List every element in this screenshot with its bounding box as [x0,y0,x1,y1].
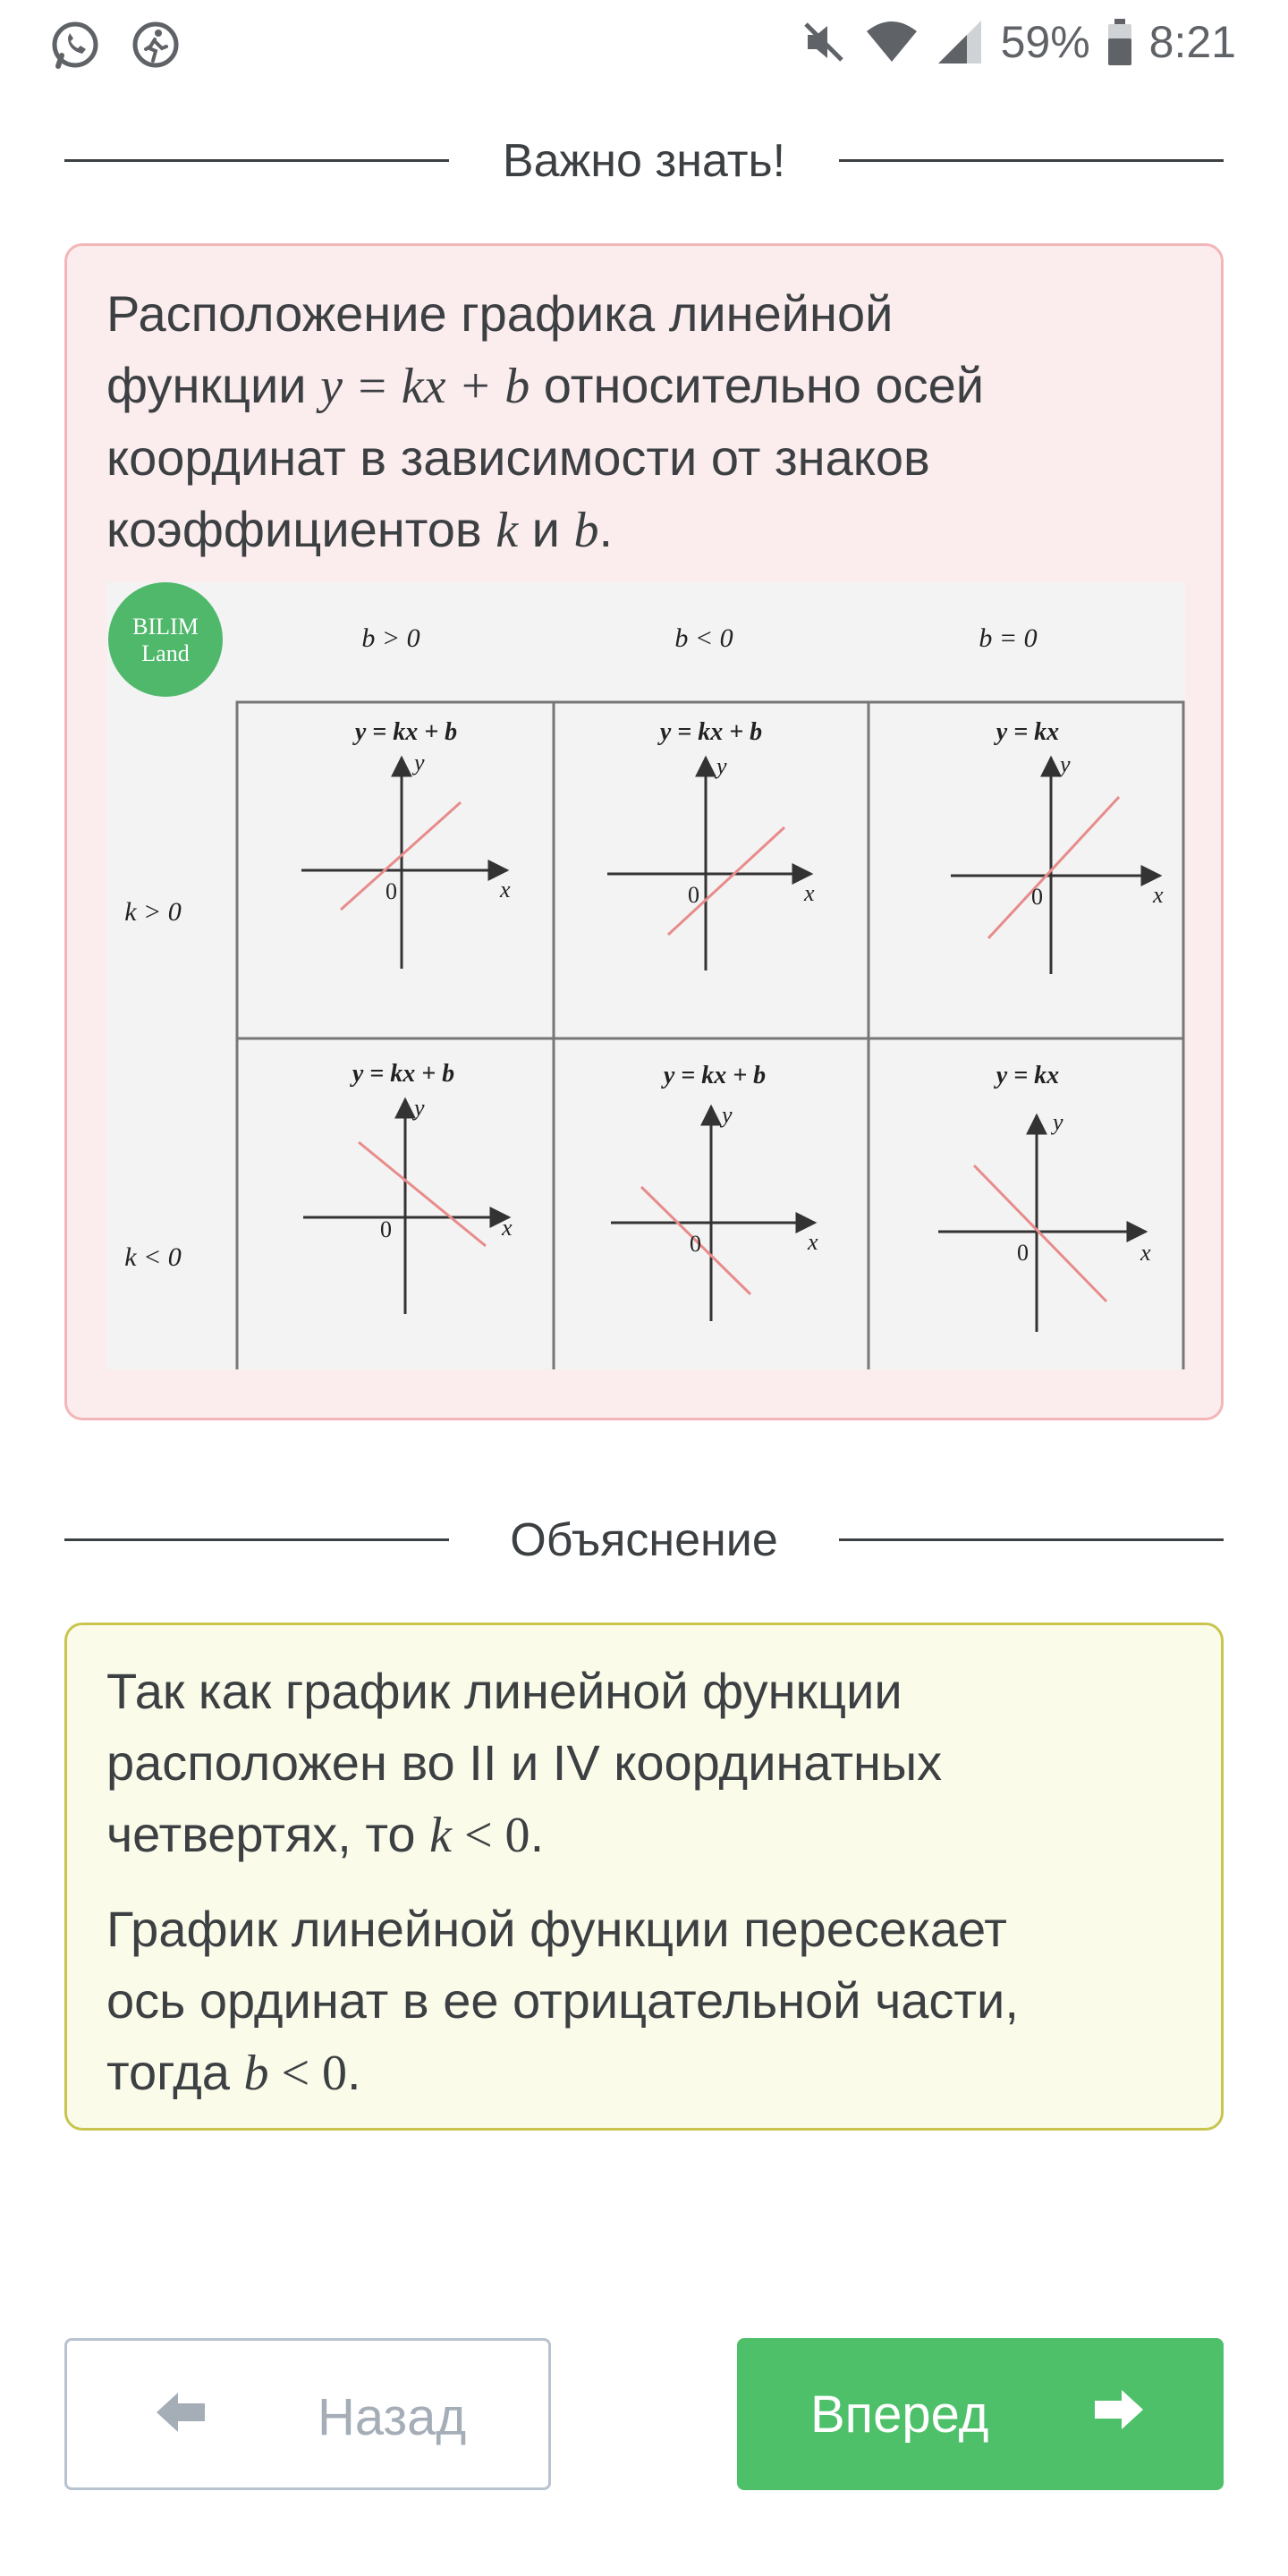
important-line-4: коэффициентов k и b. [106,501,614,558]
whatsapp-icon [50,20,100,70]
formula: y = kx + b [320,359,530,414]
important-text [106,278,1182,566]
svg-text:y: y [414,750,425,775]
svg-text:y = kx + b: y = kx + b [354,718,458,746]
svg-text:x: x [1140,1240,1151,1266]
back-label: Назад [318,2388,467,2446]
svg-text:x: x [804,880,815,906]
svg-text:y: y [722,1102,733,1128]
svg-text:x: x [1153,882,1164,908]
svg-text:y: y [716,753,727,779]
logo-text-2: Land [141,640,190,666]
col-header: b > 0 [361,623,420,653]
row-header: k > 0 [124,897,182,927]
svg-text:y: y [1060,751,1071,777]
col-header: b < 0 [674,623,733,653]
linear-function-table-figure [106,582,1185,1369]
svg-text:y = kx: y = kx [996,1062,1060,1089]
graph-cell [303,1060,513,1314]
svg-text:y: y [1053,1109,1063,1135]
svg-text:y = kx + b: y = kx + b [659,718,763,746]
graph-cell [301,718,511,969]
clock: 8:21 [1148,17,1236,67]
graph-cell [611,1062,818,1321]
svg-text:y = kx + b: y = kx + b [352,1060,455,1088]
svg-text:0: 0 [688,882,699,908]
figure-svg [106,582,1185,1369]
svg-text:y = kx: y = kx [996,718,1060,746]
arrow-right-icon [1091,2383,1148,2449]
signal-icon [935,17,985,67]
graph-cell [938,1062,1151,1332]
battery-icon [1106,17,1133,67]
bilim-land-logo [108,582,223,697]
svg-text:0: 0 [1031,884,1043,910]
explanation-box [64,1623,1224,2131]
mute-icon [799,17,849,67]
important-divider [64,123,1224,195]
arrow-left-icon [151,2385,208,2452]
graph-cell [951,718,1164,974]
svg-text:y: y [414,1095,425,1121]
wifi-icon [865,17,919,67]
status-bar [0,0,1288,86]
important-heading: Важно знать! [502,135,786,187]
important-line-1: Расположение графика линейной [106,285,894,342]
svg-text:x: x [502,1215,513,1241]
svg-text:0: 0 [690,1231,701,1257]
svg-text:0: 0 [380,1216,392,1242]
explanation-divider [64,1503,1224,1574]
important-line-3: координат в зависимости от знаков [106,429,930,486]
explanation-heading: Объяснение [510,1514,778,1566]
activity-icon [131,20,181,70]
svg-text:0: 0 [386,878,397,904]
battery-percent: 59% [1000,17,1090,67]
svg-text:y = kx + b: y = kx + b [663,1062,767,1089]
next-button[interactable] [737,2338,1224,2490]
next-label: Вперед [810,2385,989,2444]
back-button[interactable] [64,2338,551,2490]
important-line-2: функции y = kx + b относительно осей [106,357,985,414]
logo-text-1: BILIM [132,614,199,640]
explanation-paragraph-1: Так как график линейной функции расположен во II и IV координатных четвертях, то k < 0. [106,1663,943,1863]
svg-text:x: x [808,1229,818,1255]
explanation-paragraph-2: График линейной функции пересекает ось ординат в ее отрицательной части, тогда b < 0. [106,1901,1019,2101]
graph-cell [607,718,815,970]
col-header: b = 0 [979,623,1038,653]
row-header: k < 0 [124,1242,182,1272]
svg-text:0: 0 [1017,1240,1029,1266]
important-box [64,243,1224,1420]
svg-text:x: x [500,877,511,902]
